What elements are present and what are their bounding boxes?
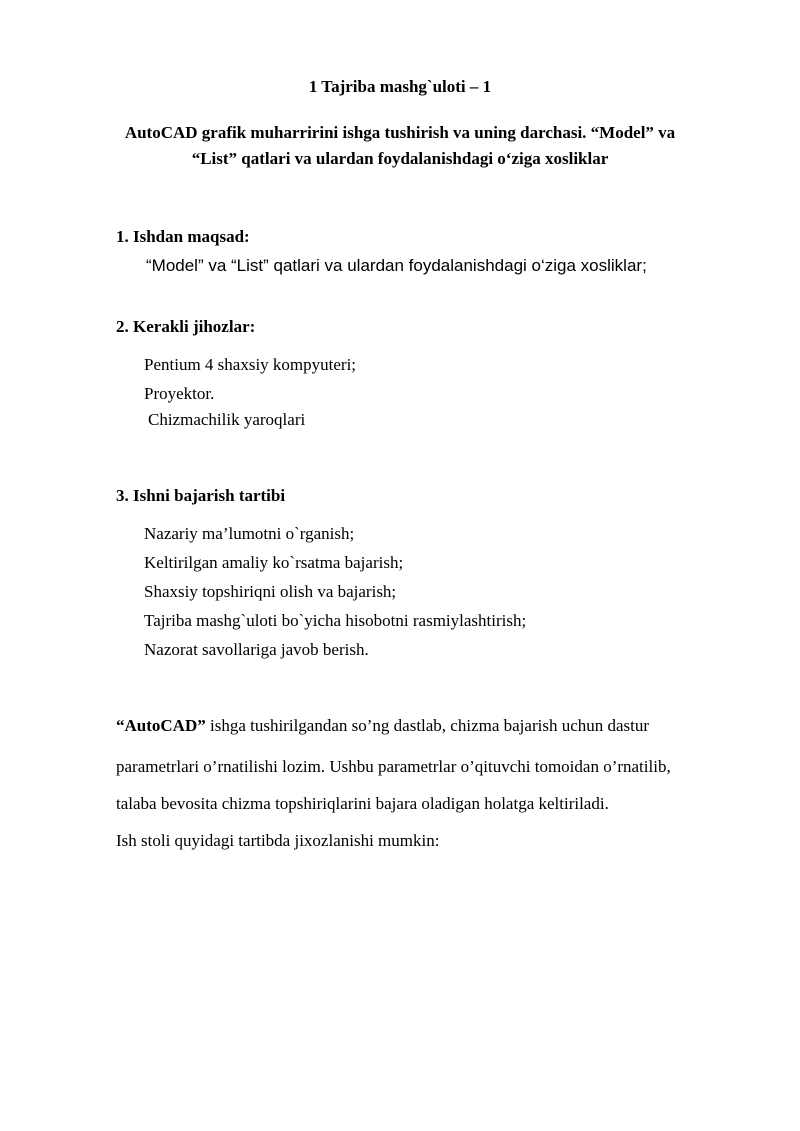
document-subtitle-line-1: AutoCAD grafik muharririni ishga tushirish va uning darchasi. “Model” va (124, 123, 676, 142)
document-subtitle-line-2: “List” qatlari va ulardan foydalanishdagi o‘ziga xosliklar (191, 149, 609, 168)
body-line-2: parametrlari o’rnatilishi lozim. Ushbu parametrlar o’qituvchi tomoidan o’rnatilib, (116, 757, 671, 776)
purpose-text: “Model” va “List” qatlari va ulardan foydalanishdagi o‘ziga xosliklar; (146, 256, 647, 275)
document-title: 1 Tajriba mashg`uloti – 1 (308, 77, 492, 96)
equipment-item: Pentium 4 shaxsiy kompyuteri; (144, 355, 357, 374)
equipment-item: Proyektor. (144, 384, 215, 403)
body-line-4: Ish stoli quyidagi tartibda jixozlanishi mumkin: (116, 831, 440, 850)
procedure-item: Keltirilgan amaliy ko`rsatma bajarish; (144, 553, 404, 572)
procedure-item: Tajriba mashg`uloti bo`yicha hisobotni rasmiylashtirish; (144, 611, 527, 630)
procedure-heading: 3. Ishni bajarish tartibi (116, 486, 286, 505)
body-lead-term: “AutoCAD” (116, 716, 206, 735)
equipment-item: Chizmachilik yaroqlari (148, 410, 306, 429)
body-line-3: talaba bevosita chizma topshiriqlarini bajara oladigan holatga keltiriladi. (116, 794, 609, 813)
procedure-item: Shaxsiy topshiriqni olish va bajarish; (144, 582, 397, 601)
procedure-item: Nazorat savollariga javob berish. (144, 640, 369, 659)
body-line-1 (116, 716, 649, 736)
equipment-heading: 2. Kerakli jihozlar: (116, 317, 256, 336)
body-line-1-text: ishga tushirilgandan so’ng dastlab, chizma bajarish uchun dastur (205, 716, 650, 735)
procedure-item: Nazariy ma’lumotni o`rganish; (144, 524, 355, 543)
purpose-heading: 1. Ishdan maqsad: (116, 227, 250, 246)
